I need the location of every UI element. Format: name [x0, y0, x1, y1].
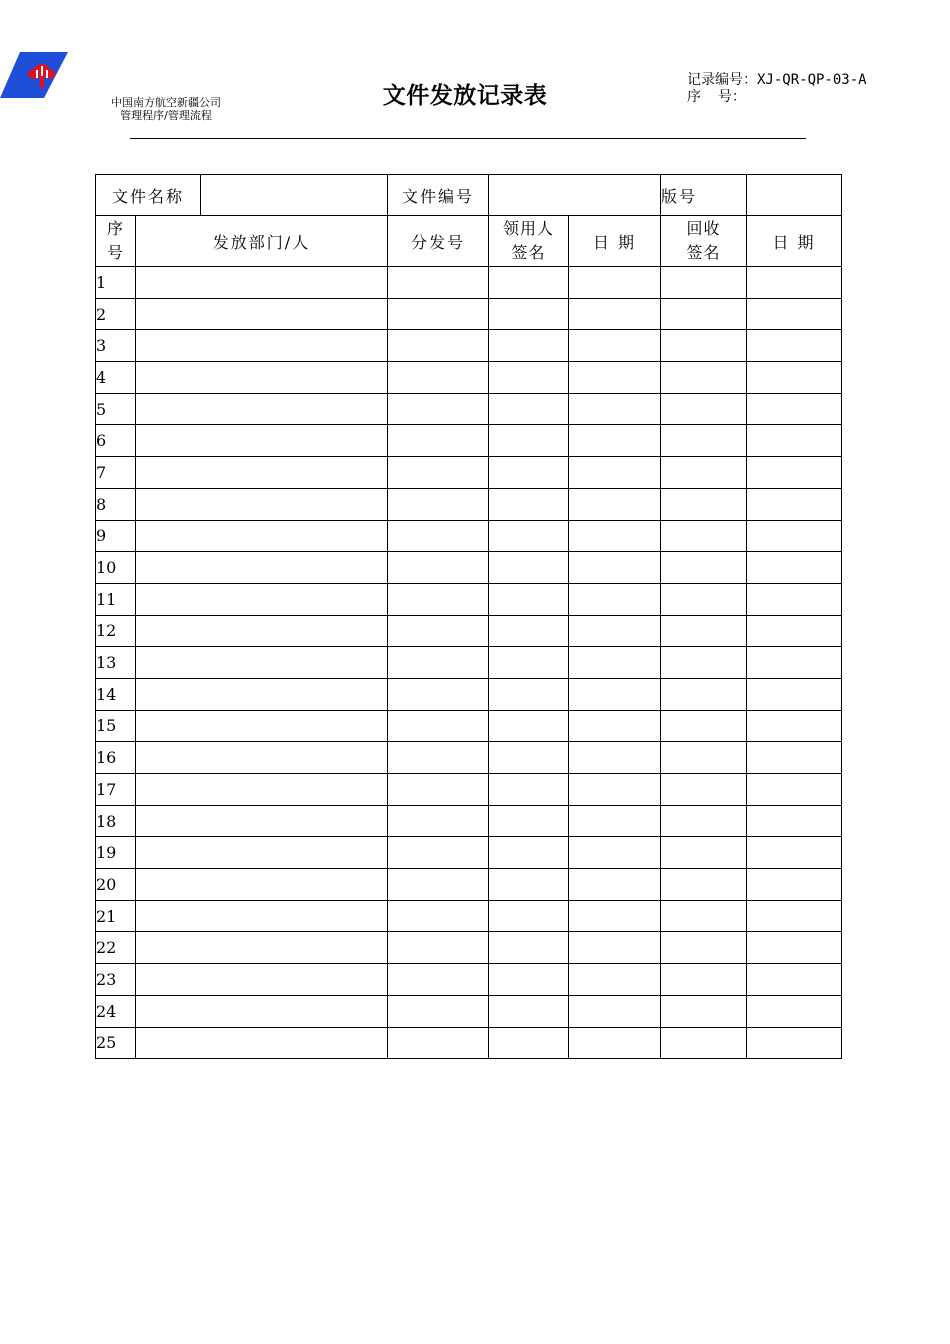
record-number: 记录编号：XJ-QR-QP-03-A [687, 72, 867, 88]
return-date-cell[interactable] [747, 964, 842, 996]
return-sign-cell[interactable] [661, 583, 747, 615]
return-sign-cell[interactable] [661, 457, 747, 489]
table-row [96, 330, 842, 362]
recipient-sign-cell[interactable] [489, 805, 569, 837]
return-date-cell[interactable] [747, 552, 842, 584]
dist-no-cell[interactable] [388, 362, 489, 394]
return-date-cell[interactable] [747, 995, 842, 1027]
dist-no-cell[interactable] [388, 869, 489, 901]
return-sign-cell[interactable] [661, 393, 747, 425]
recipient-sign-cell[interactable] [489, 774, 569, 806]
col-header-return-line1: 回收 [686, 219, 721, 238]
file-number-label: 文件编号 [388, 175, 489, 216]
issue-date-cell[interactable] [569, 647, 661, 679]
table-row [96, 488, 842, 520]
recipient-sign-cell[interactable] [489, 330, 569, 362]
dept-cell[interactable] [136, 900, 388, 932]
dist-no-cell[interactable] [388, 615, 489, 647]
return-date-cell[interactable] [747, 742, 842, 774]
header-divider [130, 138, 806, 139]
table-row [96, 552, 842, 584]
dept-cell[interactable] [136, 615, 388, 647]
recipient-sign-cell[interactable] [489, 267, 569, 299]
dist-no-cell[interactable] [388, 837, 489, 869]
row-seq-number: 8 [96, 488, 136, 520]
return-date-cell[interactable] [747, 647, 842, 679]
col-header-seq-line2: 号 [106, 243, 124, 262]
table-row [96, 267, 842, 299]
page-title: 文件发放记录表 [382, 83, 548, 109]
version-field[interactable] [747, 175, 842, 216]
dept-cell[interactable] [136, 267, 388, 299]
table-row [96, 583, 842, 615]
row-seq-number: 15 [96, 710, 136, 742]
sequence-number: 序 号： [687, 89, 746, 105]
issue-date-cell[interactable] [569, 362, 661, 394]
table-row [96, 900, 842, 932]
table-row [96, 457, 842, 489]
record-info [687, 72, 867, 106]
dept-cell[interactable] [136, 774, 388, 806]
dist-no-cell[interactable] [388, 393, 489, 425]
row-seq-number: 16 [96, 742, 136, 774]
dist-no-cell[interactable] [388, 267, 489, 299]
dist-no-cell[interactable] [388, 742, 489, 774]
return-sign-cell[interactable] [661, 932, 747, 964]
row-seq-number: 25 [96, 1027, 136, 1059]
issue-date-cell[interactable] [569, 710, 661, 742]
recipient-sign-cell[interactable] [489, 837, 569, 869]
return-date-cell[interactable] [747, 869, 842, 901]
dist-no-cell[interactable] [388, 488, 489, 520]
col-header-dist-no: 分发号 [388, 216, 489, 267]
table-row [96, 964, 842, 996]
recipient-sign-cell[interactable] [489, 932, 569, 964]
issue-date-cell[interactable] [569, 869, 661, 901]
col-header-date-2: 日 期 [747, 216, 842, 267]
return-date-cell[interactable] [747, 805, 842, 837]
dept-cell[interactable] [136, 995, 388, 1027]
row-seq-number: 22 [96, 932, 136, 964]
dist-no-cell[interactable] [388, 583, 489, 615]
dept-cell[interactable] [136, 964, 388, 996]
dist-no-cell[interactable] [388, 678, 489, 710]
recipient-sign-cell[interactable] [489, 615, 569, 647]
return-date-cell[interactable] [747, 393, 842, 425]
table-row [96, 425, 842, 457]
issue-date-cell[interactable] [569, 330, 661, 362]
row-seq-number: 1 [96, 267, 136, 299]
return-date-cell[interactable] [747, 425, 842, 457]
issue-date-cell[interactable] [569, 425, 661, 457]
return-sign-cell[interactable] [661, 615, 747, 647]
table-row [96, 678, 842, 710]
dept-cell[interactable] [136, 425, 388, 457]
issue-date-cell[interactable] [569, 520, 661, 552]
return-sign-cell[interactable] [661, 742, 747, 774]
recipient-sign-cell[interactable] [489, 1027, 569, 1059]
row-seq-number: 24 [96, 995, 136, 1027]
dist-no-cell[interactable] [388, 932, 489, 964]
dist-no-cell[interactable] [388, 995, 489, 1027]
version-label: 版号 [661, 175, 747, 216]
dept-cell[interactable] [136, 362, 388, 394]
return-sign-cell[interactable] [661, 425, 747, 457]
dist-no-cell[interactable] [388, 520, 489, 552]
dept-cell[interactable] [136, 583, 388, 615]
return-date-cell[interactable] [747, 298, 842, 330]
return-sign-cell[interactable] [661, 362, 747, 394]
row-seq-number: 18 [96, 805, 136, 837]
col-header-seq [96, 216, 136, 267]
recipient-sign-cell[interactable] [489, 393, 569, 425]
dept-cell[interactable] [136, 742, 388, 774]
table-row [96, 647, 842, 679]
row-seq-number: 12 [96, 615, 136, 647]
return-date-cell[interactable] [747, 488, 842, 520]
table-row [96, 805, 842, 837]
row-seq-number: 21 [96, 900, 136, 932]
issue-date-cell[interactable] [569, 583, 661, 615]
dept-cell[interactable] [136, 457, 388, 489]
row-seq-number: 20 [96, 869, 136, 901]
dist-no-cell[interactable] [388, 298, 489, 330]
dept-cell[interactable] [136, 869, 388, 901]
col-header-recipient-line2: 签名 [511, 243, 546, 262]
dept-cell[interactable] [136, 678, 388, 710]
dept-cell[interactable] [136, 488, 388, 520]
file-info-row [96, 175, 842, 216]
dept-cell[interactable] [136, 330, 388, 362]
return-date-cell[interactable] [747, 678, 842, 710]
return-sign-cell[interactable] [661, 869, 747, 901]
dist-no-cell[interactable] [388, 900, 489, 932]
issue-date-cell[interactable] [569, 552, 661, 584]
recipient-sign-cell[interactable] [489, 457, 569, 489]
col-header-date-1: 日 期 [569, 216, 661, 267]
return-date-cell[interactable] [747, 615, 842, 647]
table-row [96, 393, 842, 425]
issue-date-cell[interactable] [569, 900, 661, 932]
issue-date-cell[interactable] [569, 742, 661, 774]
dept-cell[interactable] [136, 932, 388, 964]
recipient-sign-cell[interactable] [489, 583, 569, 615]
return-sign-cell[interactable] [661, 488, 747, 520]
recipient-sign-cell[interactable] [489, 488, 569, 520]
issue-date-cell[interactable] [569, 393, 661, 425]
recipient-sign-cell[interactable] [489, 710, 569, 742]
return-sign-cell[interactable] [661, 995, 747, 1027]
recipient-sign-cell[interactable] [489, 425, 569, 457]
return-date-cell[interactable] [747, 900, 842, 932]
column-header-row [96, 216, 842, 267]
row-seq-number: 11 [96, 583, 136, 615]
table-row [96, 362, 842, 394]
col-header-seq-line1: 序 [106, 219, 124, 238]
return-sign-cell[interactable] [661, 330, 747, 362]
dist-no-cell[interactable] [388, 330, 489, 362]
return-date-cell[interactable] [747, 710, 842, 742]
dept-cell[interactable] [136, 837, 388, 869]
issue-date-cell[interactable] [569, 805, 661, 837]
recipient-sign-cell[interactable] [489, 900, 569, 932]
col-header-return [661, 216, 747, 267]
dept-cell[interactable] [136, 805, 388, 837]
recipient-sign-cell[interactable] [489, 964, 569, 996]
recipient-sign-cell[interactable] [489, 298, 569, 330]
file-name-label: 文件名称 [96, 175, 201, 216]
distribution-record-table [95, 174, 842, 1059]
recipient-sign-cell[interactable] [489, 869, 569, 901]
return-sign-cell[interactable] [661, 298, 747, 330]
col-header-recipient-line1: 领用人 [503, 219, 555, 238]
recipient-sign-cell[interactable] [489, 647, 569, 679]
row-seq-number: 5 [96, 393, 136, 425]
dept-cell[interactable] [136, 298, 388, 330]
return-sign-cell[interactable] [661, 678, 747, 710]
row-seq-number: 19 [96, 837, 136, 869]
table-row [96, 837, 842, 869]
issue-date-cell[interactable] [569, 1027, 661, 1059]
return-sign-cell[interactable] [661, 267, 747, 299]
issue-date-cell[interactable] [569, 932, 661, 964]
col-header-return-line2: 签名 [686, 243, 721, 262]
dept-cell[interactable] [136, 393, 388, 425]
return-date-cell[interactable] [747, 520, 842, 552]
recipient-sign-cell[interactable] [489, 362, 569, 394]
issue-date-cell[interactable] [569, 615, 661, 647]
row-seq-number: 14 [96, 678, 136, 710]
table-row [96, 774, 842, 806]
company-name [104, 96, 228, 122]
row-seq-number: 9 [96, 520, 136, 552]
col-header-recipient [489, 216, 569, 267]
return-date-cell[interactable] [747, 932, 842, 964]
table-row [96, 869, 842, 901]
company-line-2: 管理程序/管理流程 [120, 109, 212, 122]
row-seq-number: 3 [96, 330, 136, 362]
dept-cell[interactable] [136, 552, 388, 584]
col-header-dept: 发放部门/人 [136, 216, 388, 267]
issue-date-cell[interactable] [569, 457, 661, 489]
dept-cell[interactable] [136, 1027, 388, 1059]
return-sign-cell[interactable] [661, 837, 747, 869]
row-seq-number: 2 [96, 298, 136, 330]
issue-date-cell[interactable] [569, 678, 661, 710]
row-seq-number: 7 [96, 457, 136, 489]
return-date-cell[interactable] [747, 362, 842, 394]
return-date-cell[interactable] [747, 457, 842, 489]
file-number-field[interactable] [489, 175, 661, 216]
return-date-cell[interactable] [747, 837, 842, 869]
dept-cell[interactable] [136, 647, 388, 679]
dist-no-cell[interactable] [388, 774, 489, 806]
file-name-field[interactable] [201, 175, 388, 216]
table-row [96, 298, 842, 330]
return-sign-cell[interactable] [661, 520, 747, 552]
return-date-cell[interactable] [747, 583, 842, 615]
return-date-cell[interactable] [747, 267, 842, 299]
return-sign-cell[interactable] [661, 647, 747, 679]
table-row [96, 710, 842, 742]
return-sign-cell[interactable] [661, 774, 747, 806]
issue-date-cell[interactable] [569, 488, 661, 520]
return-sign-cell[interactable] [661, 900, 747, 932]
dist-no-cell[interactable] [388, 710, 489, 742]
table-row [96, 932, 842, 964]
recipient-sign-cell[interactable] [489, 742, 569, 774]
table-row [96, 742, 842, 774]
recipient-sign-cell[interactable] [489, 995, 569, 1027]
return-date-cell[interactable] [747, 1027, 842, 1059]
dept-cell[interactable] [136, 710, 388, 742]
return-sign-cell[interactable] [661, 805, 747, 837]
table-row [96, 615, 842, 647]
dist-no-cell[interactable] [388, 647, 489, 679]
airline-logo-icon [0, 52, 68, 100]
dist-no-cell[interactable] [388, 1027, 489, 1059]
issue-date-cell[interactable] [569, 964, 661, 996]
table-row [96, 520, 842, 552]
company-line-1: 中国南方航空新疆公司 [111, 96, 221, 109]
return-date-cell[interactable] [747, 330, 842, 362]
row-seq-number: 23 [96, 964, 136, 996]
return-date-cell[interactable] [747, 774, 842, 806]
recipient-sign-cell[interactable] [489, 520, 569, 552]
issue-date-cell[interactable] [569, 995, 661, 1027]
dist-no-cell[interactable] [388, 805, 489, 837]
row-seq-number: 17 [96, 774, 136, 806]
dist-no-cell[interactable] [388, 425, 489, 457]
issue-date-cell[interactable] [569, 774, 661, 806]
issue-date-cell[interactable] [569, 298, 661, 330]
recipient-sign-cell[interactable] [489, 678, 569, 710]
row-seq-number: 13 [96, 647, 136, 679]
issue-date-cell[interactable] [569, 837, 661, 869]
issue-date-cell[interactable] [569, 267, 661, 299]
dist-no-cell[interactable] [388, 552, 489, 584]
dist-no-cell[interactable] [388, 457, 489, 489]
row-seq-number: 10 [96, 552, 136, 584]
row-seq-number: 4 [96, 362, 136, 394]
recipient-sign-cell[interactable] [489, 552, 569, 584]
dept-cell[interactable] [136, 520, 388, 552]
table-row [96, 1027, 842, 1059]
row-seq-number: 6 [96, 425, 136, 457]
dist-no-cell[interactable] [388, 964, 489, 996]
return-sign-cell[interactable] [661, 552, 747, 584]
return-sign-cell[interactable] [661, 1027, 747, 1059]
return-sign-cell[interactable] [661, 710, 747, 742]
table-row [96, 995, 842, 1027]
return-sign-cell[interactable] [661, 964, 747, 996]
